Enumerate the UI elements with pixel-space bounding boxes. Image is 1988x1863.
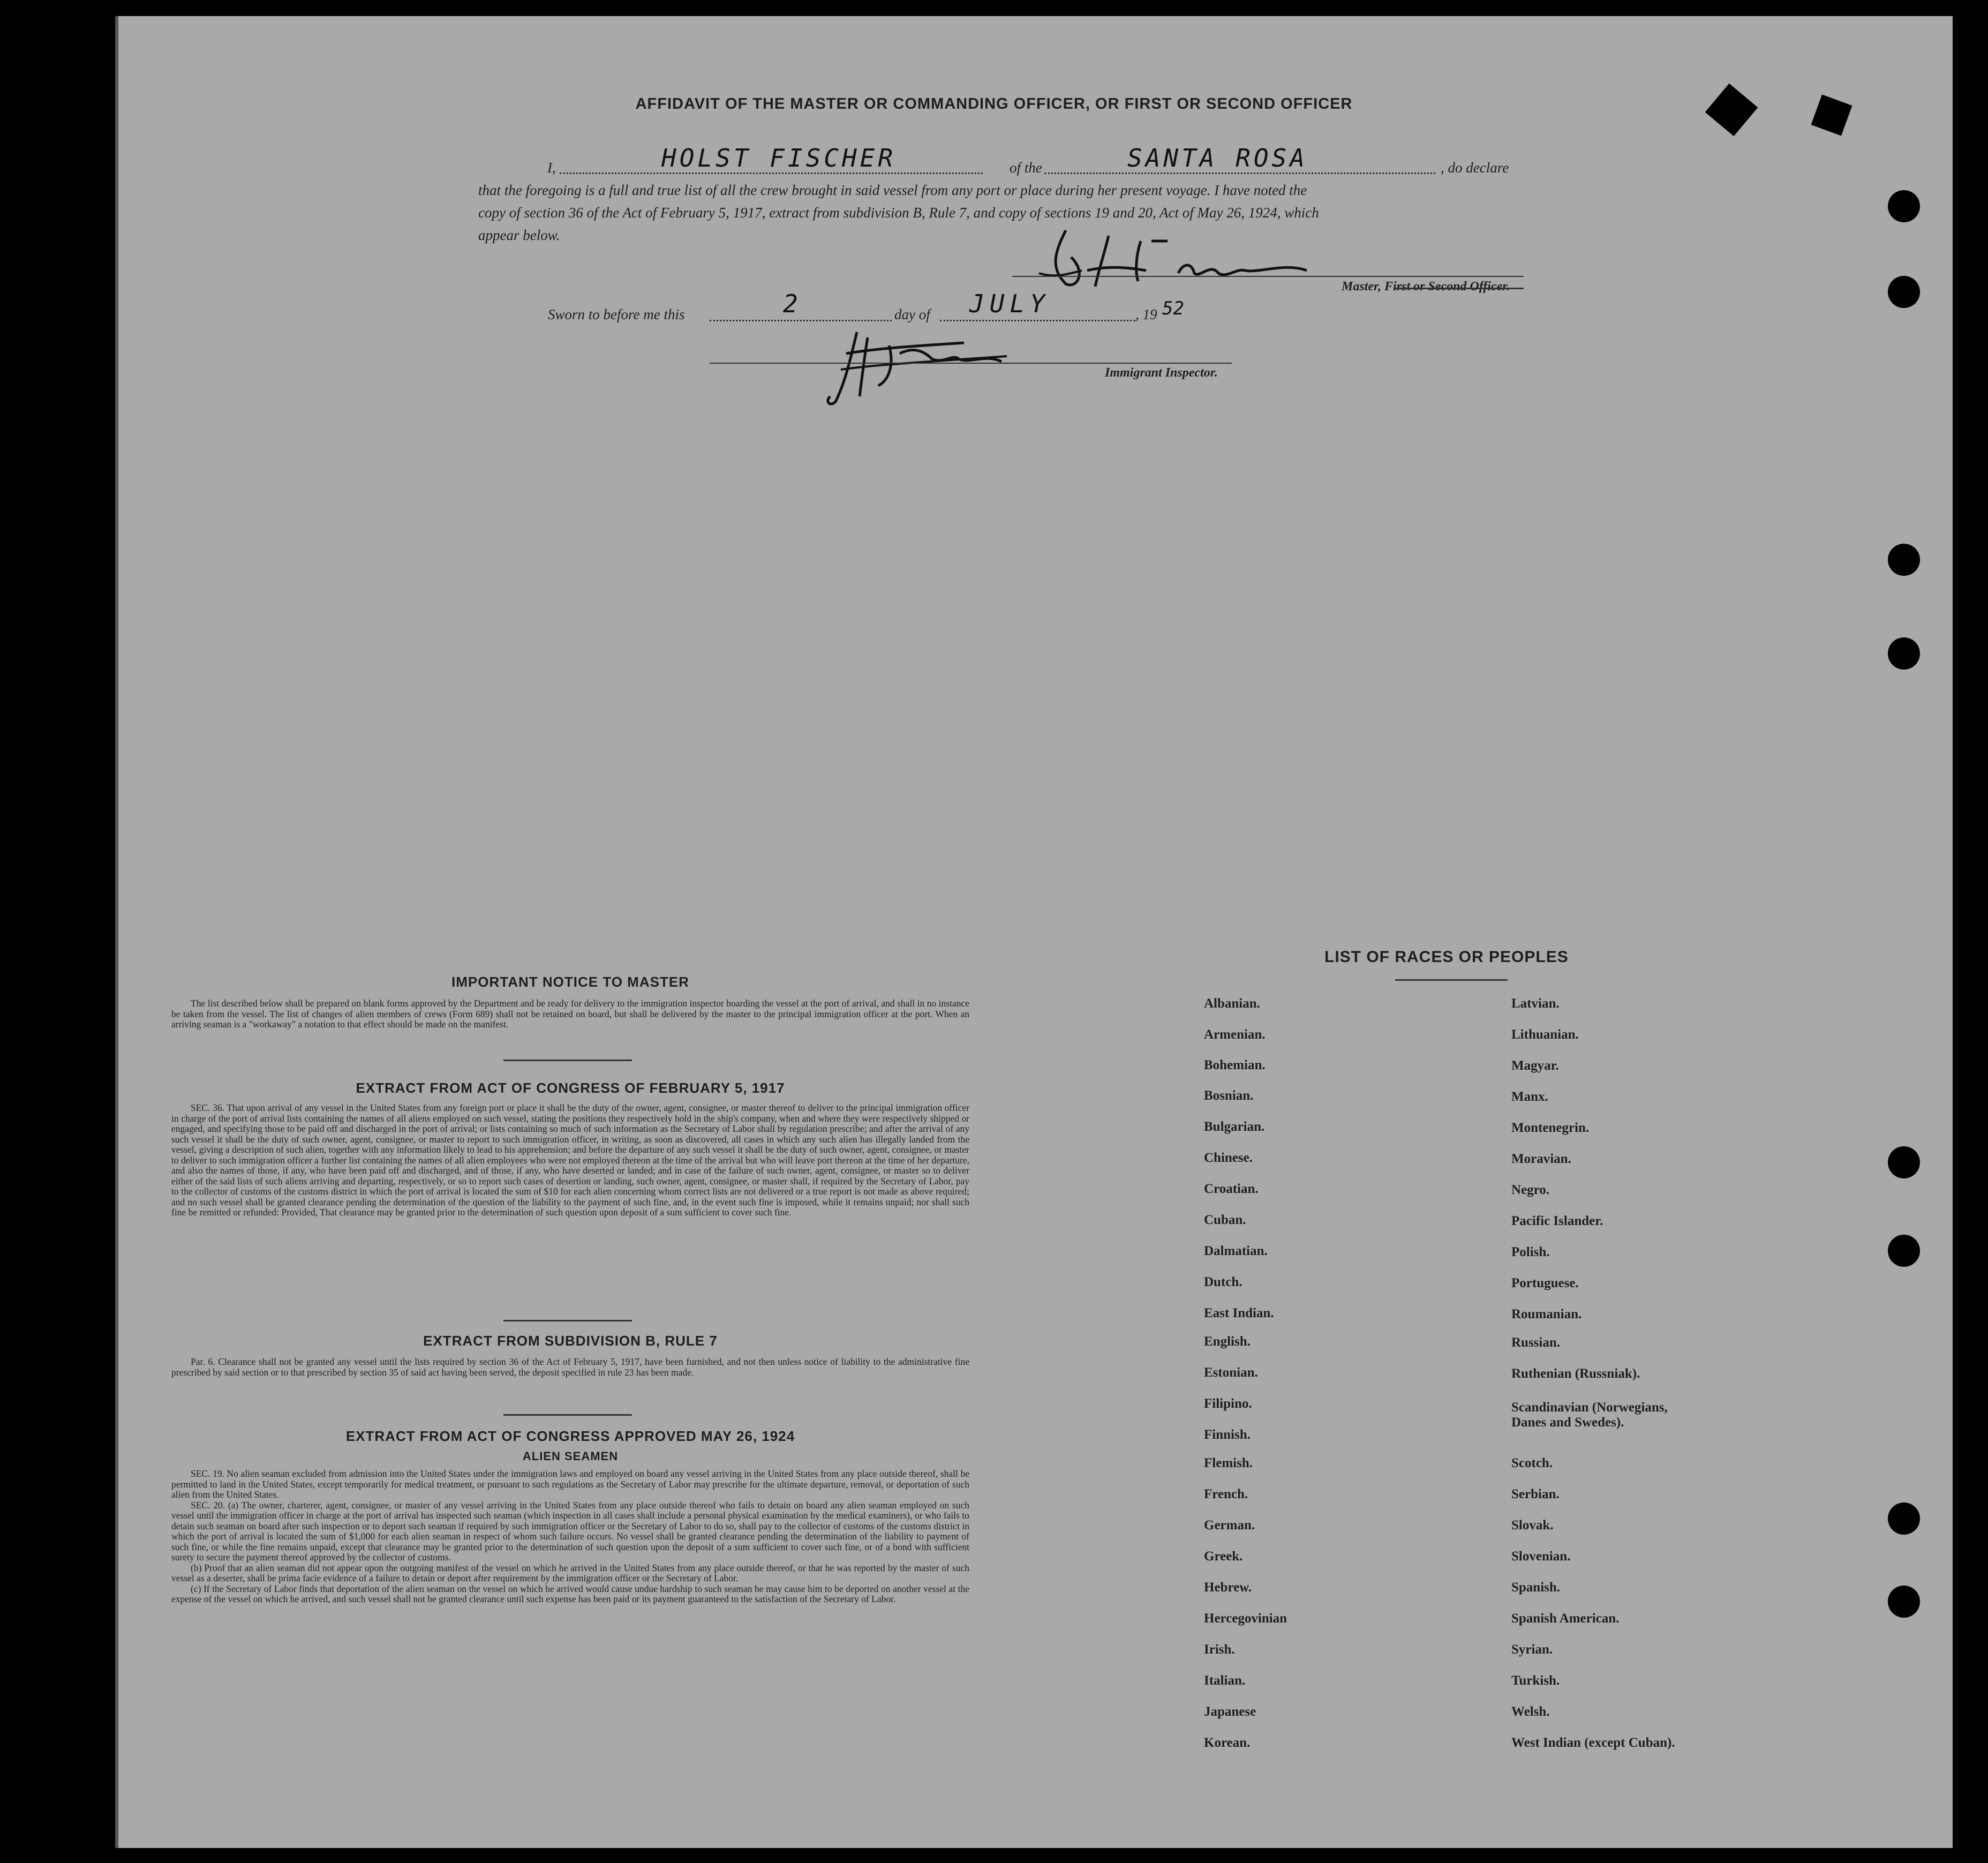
race-left-item: Finnish.	[1204, 1428, 1251, 1442]
punch-hole	[1888, 276, 1920, 308]
race-right-item: Roumanian.	[1511, 1307, 1582, 1321]
race-right-item: Magyar.	[1511, 1058, 1559, 1073]
race-left-item: Korean.	[1204, 1736, 1251, 1750]
race-left-item: Flemish.	[1204, 1456, 1253, 1470]
race-right-item: Montenegrin.	[1511, 1121, 1590, 1135]
race-left-item: Cuban.	[1204, 1213, 1246, 1227]
par6-paragraph: Par. 6. Clearance shall not be granted any vessel until the lists required by section 36 of the Act of February 5, 1917, have been furnished, and not then unless notice of liability to the administrative fine prescribed by said section or to that prescribed by section 35 of said act having been served, the deposit specified in rule 23 has been made.	[171, 1356, 969, 1378]
race-right-item: Negro.	[1511, 1183, 1550, 1197]
strike-through	[1395, 288, 1524, 289]
race-left-item: Filipino.	[1204, 1396, 1252, 1411]
race-left-item: Dalmatian.	[1204, 1244, 1268, 1258]
day-of-label: day of	[894, 306, 930, 322]
race-left-item: Albanian.	[1204, 996, 1260, 1011]
i-label: I,	[547, 160, 556, 176]
affidavit-title: AFFIDAVIT OF THE MASTER OR COMMANDING OFFICER, OR FIRST OR SECOND OFFICER	[635, 95, 1353, 112]
race-right-item: Scotch.	[1511, 1456, 1553, 1470]
race-left-item: Italian.	[1204, 1673, 1246, 1688]
race-left-item: Hebrew.	[1204, 1580, 1252, 1595]
master-name: HOLST FISCHER	[661, 144, 897, 172]
race-left-item: German.	[1204, 1518, 1255, 1533]
section-divider	[503, 1414, 632, 1416]
race-left-item: Dutch.	[1204, 1275, 1242, 1289]
master-signature	[1007, 220, 1382, 295]
punch-hole	[1888, 1146, 1920, 1178]
rule7-title: EXTRACT FROM SUBDIVISION B, RULE 7	[423, 1333, 718, 1349]
master-signature-line	[1012, 276, 1524, 277]
race-left-item: Armenian.	[1204, 1027, 1266, 1042]
extract-1924-title: EXTRACT FROM ACT OF CONGRESS APPROVED MAY 26, 1924	[345, 1428, 795, 1444]
extract-1924-text	[171, 1469, 969, 1605]
sworn-month: JULY	[969, 289, 1050, 318]
name-line	[560, 172, 983, 174]
race-right-item: Slovak.	[1511, 1518, 1554, 1533]
race-left-item: Japanese	[1204, 1704, 1256, 1719]
punch-hole	[1888, 637, 1920, 670]
master-label: Master, First or Second Officer.	[1342, 280, 1510, 294]
vessel-line	[1044, 172, 1435, 174]
race-right-item: Pacific Islander.	[1511, 1214, 1603, 1228]
races-title: LIST OF RACES OR PEOPLES	[1324, 948, 1569, 966]
race-right-item: Lithuanian.	[1511, 1027, 1579, 1042]
race-left-item: French.	[1204, 1487, 1248, 1501]
extract-1917-text	[171, 1103, 969, 1218]
sec20a-paragraph: SEC. 20. (a) The owner, charterer, agent, consignee, or master of any vessel arriving in the United States from any place outside thereof who fails to detain on board any alien seaman employed on such vessel until the immigration officer in charge at the port of arrival has inspected such seaman (which inspection in all cases shall include a personal physical examination by the medical examiners), or who fails to detain such seaman on board after such inspection or to deport such seaman if required by such immigration officer or the Secretary of Labor to do so, shall pay to the collector of customs of the customs district in which the port of arrival is located the sum of $1,000 for each alien seaman in respect of whom such failure occurs. No vessel shall be granted clearance pending the determination of the liability to payment of such fine, or while the fine remains unpaid, except that clearance may be granted prior to the determination of such question upon the deposit of a sum sufficient to cover such fine, or of a bond with sufficient surety to secure the payment thereof approved by the collector of customs.	[171, 1499, 969, 1562]
punch-hole	[1888, 544, 1920, 576]
race-left-item: Bohemian.	[1204, 1058, 1266, 1072]
race-left-item: English.	[1204, 1334, 1251, 1349]
notice-paragraph: The list described below shall be prepared on blank forms approved by the Department and be ready for delivery to the immigration inspector boarding the vessel at the port of arrival, and shall in no instance be taken from the vessel. The list of changes of alien members of crews (Form 689) shall not be retained on board, but shall be delivered by the master to the principal immigration officer at the port. When an arriving seaman is a "workaway" a notation to that effect should be made on the manifest.	[171, 998, 969, 1030]
year-printed: , 19	[1135, 306, 1157, 322]
race-right-item: Turkish.	[1511, 1673, 1560, 1688]
rule7-text	[171, 1357, 969, 1378]
do-declare: , do declare	[1441, 160, 1509, 176]
race-right-item: Moravian.	[1511, 1152, 1571, 1166]
alien-seamen-subtitle: ALIEN SEAMEN	[522, 1449, 619, 1463]
affidavit-body-2: copy of section 36 of the Act of February 5, 1917, extract from subdivision B, Rule 7, and copy of sections 19 and 20, Act of May 26, 1924, which	[478, 205, 1319, 221]
race-right-item: Slovenian.	[1511, 1549, 1571, 1564]
race-right-item: Welsh.	[1511, 1704, 1550, 1719]
punch-hole	[1888, 1586, 1920, 1618]
sec20c-paragraph: (c) If the Secretary of Labor finds that deportation of the alien seaman on the vessel on which he arrived would cause undue hardship to such seaman he may cause him to be deported on another vessel at the expense of the vessel on which he arrived, and such vessel shall not be granted clearance until such expense has been paid or its payment guaranteed to the satisfaction of the Secretary of Labor.	[171, 1583, 969, 1604]
race-left-item: Irish.	[1204, 1642, 1235, 1657]
race-left-item: Bulgarian.	[1204, 1120, 1265, 1134]
race-left-item: Bosnian.	[1204, 1088, 1254, 1103]
notice-text	[171, 998, 969, 1030]
race-right-item: Syrian.	[1511, 1642, 1553, 1657]
punch-hole	[1888, 1235, 1920, 1267]
race-right-item: West Indian (except Cuban).	[1511, 1736, 1675, 1750]
section-divider	[503, 1060, 632, 1061]
race-right-item: Russian.	[1511, 1335, 1561, 1350]
notice-title: IMPORTANT NOTICE TO MASTER	[451, 974, 689, 990]
punch-hole	[1888, 190, 1920, 222]
race-left-item: Greek.	[1204, 1549, 1243, 1564]
sec20b-paragraph: (b) Proof that an alien seaman did not appear upon the outgoing manifest of the vessel on which he arrived in the United States from any place outside thereof, or that he was reported by the master of such vessel as a deserter, shall be prima facie evidence of a failure to detain or deport after requirement by the immigration officer or the Secretary of Labor.	[171, 1562, 969, 1583]
race-left-item: East Indian.	[1204, 1306, 1274, 1320]
race-right-item: Spanish American.	[1511, 1611, 1620, 1626]
sec19-paragraph: SEC. 19. No alien seaman excluded from admission into the United States under the immigration laws and employed on board any vessel arriving in the United States from any place outside thereof, shall be permitted to land in the United States, except temporarily for medical treatment, or pursuant to such regulations as the Secretary of Labor may prescribe for the ultimate departure, removal, or deportation of such alien from the United States.	[171, 1468, 969, 1500]
affidavit-body-3: appear below.	[478, 227, 560, 243]
race-right-item: Portuguese.	[1511, 1276, 1579, 1290]
race-left-item: Chinese.	[1204, 1151, 1253, 1165]
races-title-underline	[1395, 979, 1508, 981]
affidavit-body-1: that the foregoing is a full and true list of all the crew brought in said vessel from any port or place during her present voyage. I have noted the	[478, 182, 1307, 198]
race-right-item: Manx.	[1511, 1090, 1548, 1104]
inspector-signature-line	[710, 363, 1232, 364]
race-right-item: Polish.	[1511, 1245, 1550, 1259]
inspector-label: Immigrant Inspector.	[1105, 366, 1218, 380]
race-right-item: Ruthenian (Russniak).	[1511, 1366, 1640, 1381]
race-left-item: Hercegovinian	[1204, 1611, 1287, 1626]
race-left-item: Estonian.	[1204, 1365, 1258, 1380]
race-right-item: Spanish.	[1511, 1580, 1561, 1595]
race-right-item: Scandinavian (Norwegians, Danes and Swedes).	[1511, 1400, 1668, 1430]
section-divider	[503, 1320, 632, 1321]
sec36-paragraph: SEC. 36. That upon arrival of any vessel in the United States from any foreign port or place it shall be the duty of the owner, agent, consignee, or master thereof to deliver to the principal immigration officer in charge of the port of arrival lists containing the names of all aliens employed on such vessel, stating the positions they respectively hold in the ship's company, when and where they were respectively shipped or engaged, and specifying those to be paid off and discharged in the port of arrival; or lists containing so much of such information as the Secretary of Labor shall by regulation prescribe; and after the arrival of any such vessel it shall be the duty of such owner, agent, consignee, or master to report to such immigration officer, in writing, as soon as discovered, all cases in which any such alien has illegally landed from the vessel, giving a description of such alien, together with any information likely to lead to his apprehension; and before the departure of any such vessel it shall be the duty of such owner, agent, consignee, or master to deliver to such immigration officer a further list containing the names of all alien employees who were not employed thereon at the time of the arrival but who will leave port thereon at the time of her departure, and also the names of those, if any, who have been paid off and discharged, and of those, if any, who have deserted or landed; and in case of the failure of such owner, agent, consignee, or master so to deliver either of the said lists of such aliens arriving and departing, respectively, or so to report such cases of desertion or landing, such owner, agent, consignee, or master shall, if required by the Secretary of Labor, pay to the collector of customs of the customs district in which the port of arrival is located the sum of $10 for each alien concerning whom correct lists are not delivered or a true report is not made as above required; and no such vessel shall be granted clearance pending the determination of the question of the liability to the payment of such fine, and, in the event such fine is imposed, while it remains unpaid; nor shall such fine be remitted or refunded: Provided, That clearance may be granted prior to the determination of such question upon deposit of a sum sufficient to cover such fine.	[171, 1102, 969, 1218]
sworn-day: 2	[783, 289, 798, 318]
race-right-item: Serbian.	[1511, 1487, 1560, 1501]
sworn-year: 52	[1162, 298, 1184, 319]
race-right-item: Latvian.	[1511, 996, 1560, 1011]
race-left-item: Croatian.	[1204, 1182, 1259, 1196]
extract-1917-title: EXTRACT FROM ACT OF CONGRESS OF FEBRUARY 5, 1917	[356, 1080, 785, 1096]
punch-hole	[1888, 1503, 1920, 1535]
inspector-signature	[814, 321, 1039, 412]
of-the-label: of the	[1010, 160, 1042, 176]
vessel-name: SANTA ROSA	[1127, 144, 1308, 172]
sworn-label: Sworn to before me this	[548, 306, 685, 322]
